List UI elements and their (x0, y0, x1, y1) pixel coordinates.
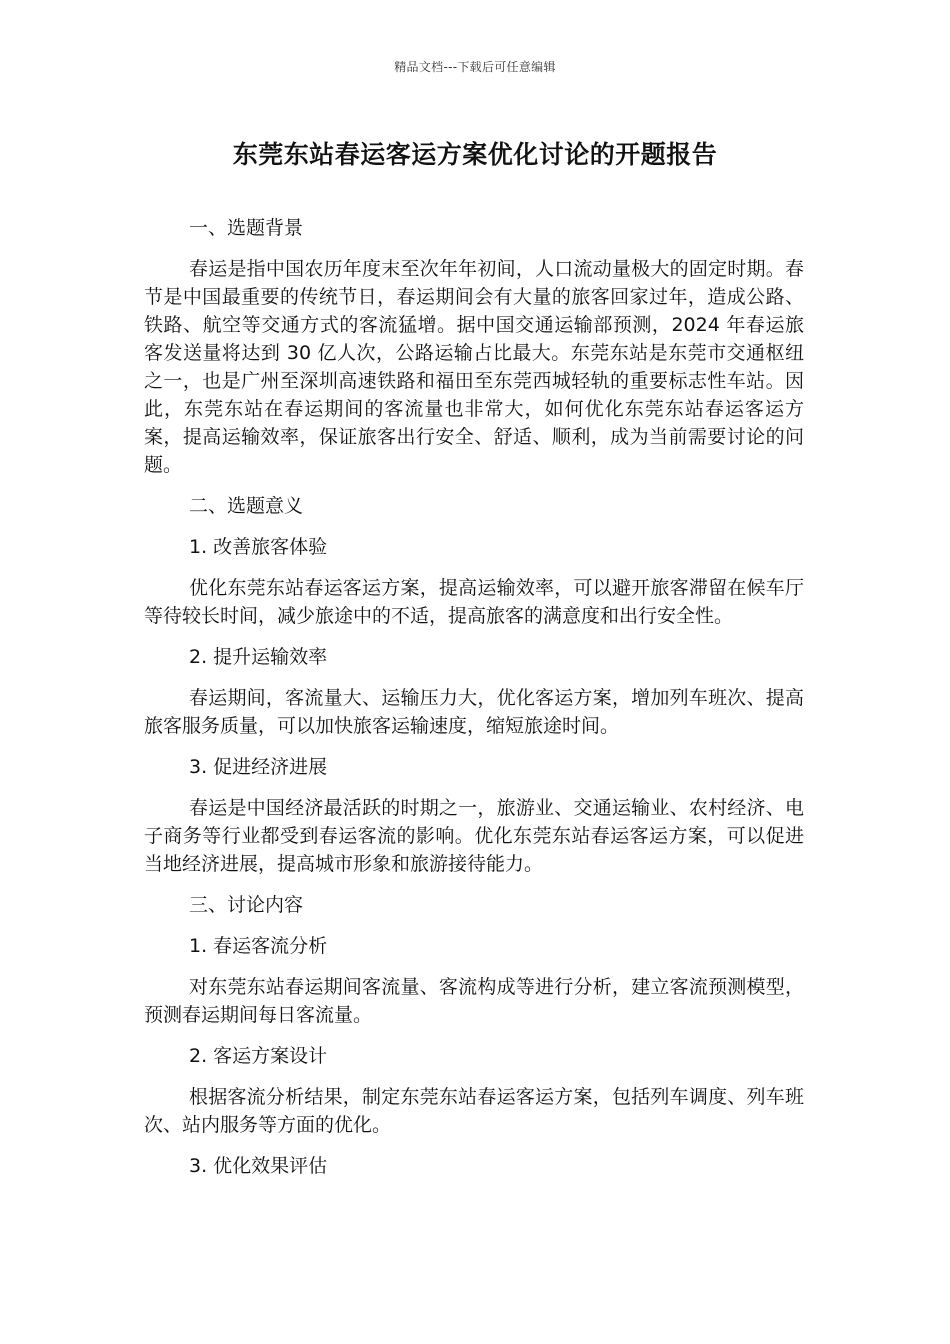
paragraph-passenger-experience: 优化东莞东站春运客运方案，提高运输效率，可以避开旅客滞留在候车厅等待较长时间，减少旅途中的不适，提高旅客的满意度和出行安全性。 (144, 577, 804, 627)
header-note: 精品文档---下载后可任意编辑 (394, 60, 556, 74)
subheading-economic-development: 3. 促进经济进展 (189, 756, 328, 778)
document-title: 东莞东站春运客运方案优化讨论的开题报告 (232, 140, 718, 169)
section-heading-research-content: 三、讨论内容 (189, 894, 304, 916)
subheading-passenger-experience: 1. 改善旅客体验 (189, 536, 328, 558)
subheading-effect-evaluation: 3. 优化效果评估 (189, 1155, 328, 1177)
subheading-plan-design: 2. 客运方案设计 (189, 1045, 328, 1067)
paragraph-passenger-flow-analysis: 对东莞东站春运期间客流量、客流构成等进行分析，建立客流预测模型，预测春运期间每日客流量。 (144, 976, 804, 1026)
paragraph-economic-development: 春运是中国经济最活跃的时期之一，旅游业、交通运输业、农村经济、电子商务等行业都受到春运客流的影响。优化东莞东站春运客运方案，可以促进当地经济进展，提高城市形象和旅游接待能力。 (144, 797, 804, 875)
section-heading-background: 一、选题背景 (189, 217, 304, 239)
subheading-passenger-flow-analysis: 1. 春运客流分析 (189, 935, 328, 957)
document-body (144, 214, 804, 1193)
subheading-transport-efficiency: 2. 提升运输效率 (189, 646, 328, 668)
paragraph-transport-efficiency: 春运期间，客流量大、运输压力大，优化客运方案，增加列车班次、提高旅客服务质量，可以加快旅客运输速度，缩短旅途时间。 (144, 687, 804, 737)
paragraph-background: 春运是指中国农历年度末至次年年初间，人口流动量极大的固定时期。春节是中国最重要的传统节日，春运期间会有大量的旅客回家过年，造成公路、铁路、航空等交通方式的客流猛增。据中国交通运输部预测，2024 年春运旅客发送量将达到 30 亿人次，公路运输占比最大。东莞东站是东莞市交通枢纽之一，也是广州至深圳高速铁路和福田至东莞西城轻轨的重要标志性车站。因此，东莞东站在春运期间的客流量也非常大，如何优化东莞东站春运客运方案，提高运输效率，保证旅客出行安全、舒适、顺利，成为当前需要讨论的问题。 (144, 258, 804, 476)
paragraph-plan-design: 根据客流分析结果，制定东莞东站春运客运方案，包括列车调度、列车班次、站内服务等方面的优化。 (144, 1086, 804, 1136)
section-heading-significance: 二、选题意义 (189, 495, 304, 517)
